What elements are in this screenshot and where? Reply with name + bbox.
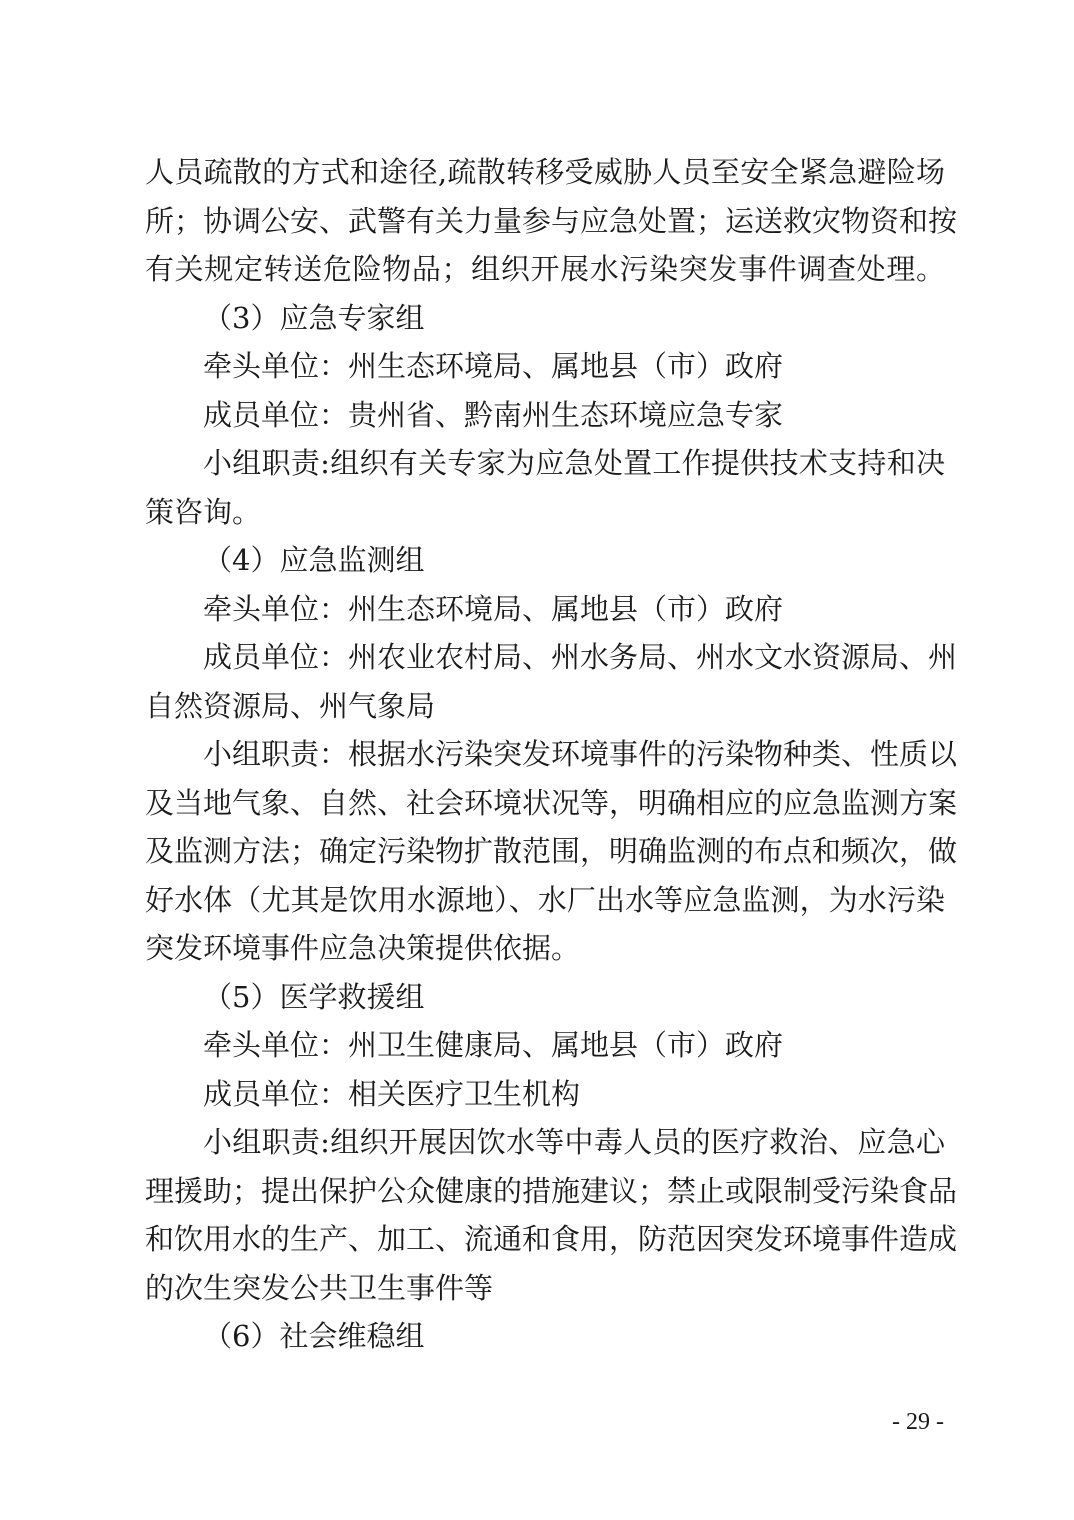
text-line: 成员单位：贵州省、黔南州生态环境应急专家 [203, 397, 784, 432]
text-line: 小组职责:组织开展因饮水等中毒人员的医疗救治、应急心 [203, 1125, 945, 1159]
text-line: 和饮用水的生产、加工、流通和食用，防范因突发环境事件造成 [145, 1222, 958, 1256]
text-line: （3）应急专家组 [203, 300, 425, 335]
text-line: 好水体（尤其是饮用水源地）、水厂出水等应急监测，为水污染 [145, 882, 945, 917]
document-body [145, 148, 958, 1361]
text-line: 成员单位：州农业农村局、州水务局、州水文水资源局、州 [203, 640, 958, 674]
text-line: 所；协调公安、武警有关力量参与应急处置；运送救灾物资和按 [145, 203, 958, 238]
text-line: 的次生突发公共卫生事件等 [145, 1270, 494, 1305]
text-line: 小组职责:组织有关专家为应急处置工作提供技术支持和决 [203, 446, 945, 480]
text-line: （5）医学救援组 [203, 979, 425, 1014]
text-line: （4）应急监测组 [203, 543, 425, 577]
text-line: 小组职责：根据水污染突发环境事件的污染物种类、性质以 [203, 737, 958, 771]
text-line: 牵头单位：州生态环境局、属地县（市）政府 [203, 591, 784, 626]
page-number: - 29 - [892, 1409, 944, 1435]
text-line: （6）社会维稳组 [203, 1319, 425, 1353]
text-line: 人员疏散的方式和途径,疏散转移受威胁人员至安全紧急避险场 [145, 155, 945, 189]
text-line: 牵头单位：州卫生健康局、属地县（市）政府 [203, 1028, 784, 1062]
text-line: 牵头单位：州生态环境局、属地县（市）政府 [203, 349, 784, 383]
text-line: 有关规定转送危险物品；组织开展水污染突发事件调查处理。 [145, 252, 945, 286]
text-line: 理援助；提出保护公众健康的措施建议；禁止或限制受污染食品 [145, 1173, 958, 1208]
text-line: 及监测方法；确定污染物扩散范围，明确监测的布点和频次，做 [145, 834, 958, 868]
text-line: 策咨询。 [145, 494, 262, 529]
text-line: 突发环境事件应急决策提供依据。 [145, 931, 581, 965]
text-line: 及当地气象、自然、社会环境状况等，明确相应的应急监测方案 [145, 785, 958, 820]
text-line: 成员单位：相关医疗卫生机构 [203, 1076, 581, 1111]
text-line: 自然资源局、州气象局 [145, 688, 436, 723]
